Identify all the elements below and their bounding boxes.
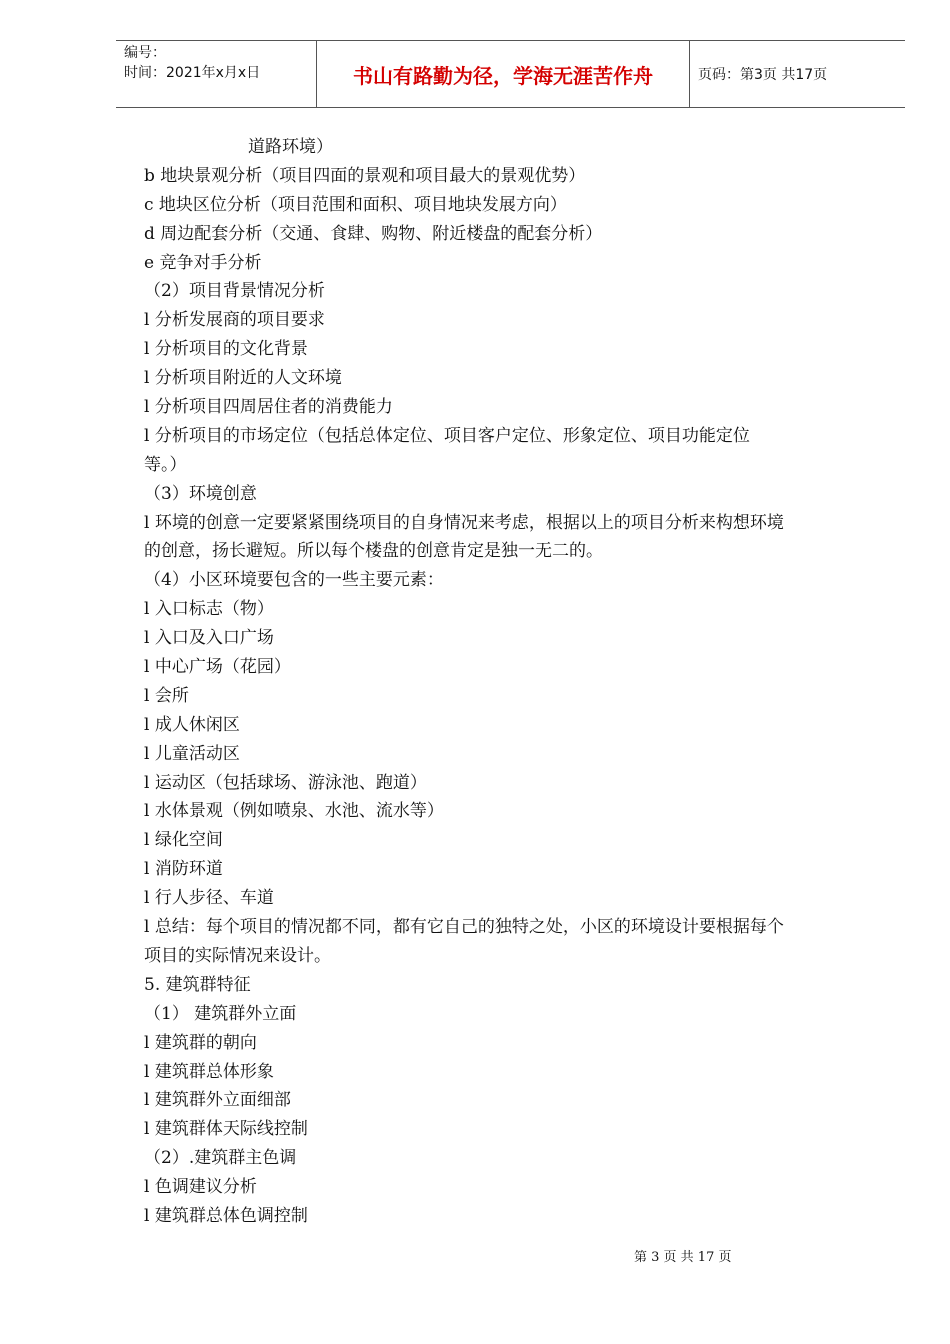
body-line: l 中心广场（花园） xyxy=(144,657,291,678)
body-line: l 入口标志（物） xyxy=(144,599,274,620)
body-line: l 会所 xyxy=(144,685,189,706)
body-line: e 竞争对手分析 xyxy=(144,252,262,273)
body-line: l 分析项目的文化背景 xyxy=(144,339,308,360)
number-label: 编号： xyxy=(124,45,166,61)
body-line: l 入口及入口广场 xyxy=(144,628,274,649)
body-line: 的创意，扬长避短。所以每个楼盘的创意肯定是独一无二的。 xyxy=(144,541,603,562)
body-line: l 建筑群外立面细部 xyxy=(144,1090,291,1111)
section-heading: （1） 建筑群外立面 xyxy=(144,1003,297,1024)
body-line: l 建筑群体天际线控制 xyxy=(144,1119,308,1140)
body-line: l 消防环道 xyxy=(144,859,223,880)
body-line: l 建筑群总体形象 xyxy=(144,1061,274,1082)
body-line: l 分析项目的市场定位（包括总体定位、项目客户定位、形象定位、项目功能定位 xyxy=(144,425,750,446)
body-line: l 分析项目四周居住者的消费能力 xyxy=(144,397,393,418)
section-heading: （2）.建筑群主色调 xyxy=(144,1148,297,1169)
section-heading: 5. 建筑群特征 xyxy=(144,974,251,995)
page-header xyxy=(116,40,905,108)
body-line: b 地块景观分析（项目四面的景观和项目最大的景观优势） xyxy=(144,165,586,186)
body-line: l 儿童活动区 xyxy=(144,743,240,764)
body-line: l 色调建议分析 xyxy=(144,1177,257,1198)
document-body xyxy=(144,133,869,1231)
time-label: 时间：2021年x月x日 xyxy=(124,65,261,81)
body-line: l 建筑群总体色调控制 xyxy=(144,1205,308,1226)
body-line: l 分析发展商的项目要求 xyxy=(144,310,325,331)
section-heading: （2）项目背景情况分析 xyxy=(144,281,325,302)
body-line: l 环境的创意一定要紧紧围绕项目的自身情况来考虑，根据以上的项目分析来构想环境 xyxy=(144,512,784,533)
body-line: l 分析项目附近的人文环境 xyxy=(144,368,342,389)
body-line: l 成人休闲区 xyxy=(144,714,240,735)
section-heading: （3）环境创意 xyxy=(144,483,257,504)
header-meta xyxy=(116,41,316,107)
body-line: l 建筑群的朝向 xyxy=(144,1032,257,1053)
body-line: d 周边配套分析（交通、食肆、购物、附近楼盘的配套分析） xyxy=(144,223,603,244)
body-line: l 运动区（包括球场、游泳池、跑道） xyxy=(144,772,427,793)
header-page-number: 页码：第3页 共17页 xyxy=(698,67,828,83)
header-motto: 书山有路勤为径，学海无涯苦作舟 xyxy=(316,41,690,107)
body-line: 项目的实际情况来设计。 xyxy=(144,945,331,966)
body-line: 等。） xyxy=(144,454,187,475)
body-line: c 地块区位分析（项目范围和面积、项目地块发展方向） xyxy=(144,194,567,215)
body-line: l 绿化空间 xyxy=(144,830,223,851)
body-line: l 水体景观（例如喷泉、水池、流水等） xyxy=(144,801,444,822)
section-heading: （4）小区环境要包含的一些主要元素： xyxy=(144,570,444,591)
body-line: l 总结：每个项目的情况都不同，都有它自己的独特之处，小区的环境设计要根据每个 xyxy=(144,917,784,938)
body-line: 道路环境） xyxy=(248,137,333,157)
page-footer: 第 3 页 共 17 页 xyxy=(634,1250,732,1265)
body-line: l 行人步径、车道 xyxy=(144,888,274,909)
